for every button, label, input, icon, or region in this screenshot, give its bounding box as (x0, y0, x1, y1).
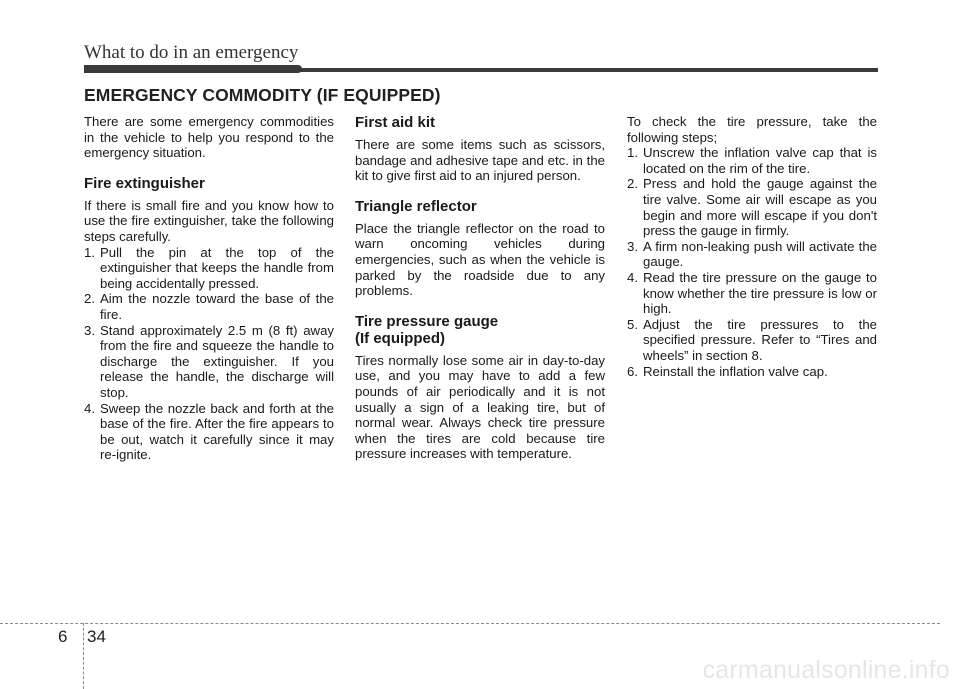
column-left (84, 114, 334, 463)
intro-paragraph: There are some emergency commodities in the vehicle to help you respond to the emergency situation. (84, 114, 334, 161)
triangle-reflector-text: Place the triangle reflector on the road to warn oncoming vehicles during emergencies, such as when the vehicle is parked by the roadside due to any problems. (355, 220, 605, 299)
list-item: 4. Sweep the nozzle back and forth at the base of the fire. After the fire appears to be out, watch it carefully since it may re-ignite. (84, 400, 334, 463)
tire-check-intro: To check the tire pressure, take the following steps; (627, 114, 877, 145)
fire-extinguisher-intro: If there is small fire and you know how to use the fire extinguisher, take the following steps carefully. (84, 197, 334, 244)
list-item: 2. Press and hold the gauge against the tire valve. Some air will escape as you begin and more will escape if you don't press the gauge in firmly. (627, 176, 877, 239)
tire-pressure-gauge-heading: Tire pressure gauge (If equipped) (355, 312, 499, 347)
tire-check-steps (627, 145, 877, 379)
watermark: carmanualsonline.info (702, 656, 950, 684)
fire-extinguisher-steps (84, 245, 334, 463)
list-item: 3. Stand approximately 2.5 m (8 ft) away from the fire and squeeze the handle to discharge the extinguisher. If you release the handle, the discharge will stop. (84, 322, 334, 400)
list-item: 2. Aim the nozzle toward the base of the fire. (84, 291, 334, 322)
first-aid-kit-text: There are some items such as scissors, bandage and adhesive tape and etc. in the kit to give first aid to an injured person. (355, 137, 605, 184)
first-aid-kit-heading: First aid kit (355, 114, 436, 131)
list-item: 1. Unscrew the inflation valve cap that is located on the rim of the tire. (627, 145, 877, 176)
list-item: 4. Read the tire pressure on the gauge to know whether the tire pressure is low or high. (627, 269, 877, 317)
header-rule (84, 68, 878, 72)
chapter-number: 6 (58, 627, 68, 646)
triangle-reflector-heading: Triangle reflector (355, 197, 477, 215)
footer-dashed-divider (83, 623, 84, 689)
column-middle (355, 114, 605, 462)
list-item: 3. A firm non-leaking push will activate the gauge. (627, 238, 877, 270)
column-right (627, 114, 877, 379)
footer-dashed-rule (0, 623, 940, 624)
fire-extinguisher-heading: Fire extinguisher (84, 174, 205, 192)
tire-pressure-gauge-text: Tires normally lose some air in day-to-day use, and you may have to add a few pounds of air periodically and it is not usually a sign of a leaking tire, but of normal wear. Always check tire pressure when the tires are cold because tire pressure increases with temperature. (355, 352, 605, 462)
running-header-title: What to do in an emergency (84, 42, 299, 63)
list-item: 5. Adjust the tire pressures to the specified pressure. Refer to “Tires and wheels” in section 8. (627, 316, 877, 363)
page-number: 34 (87, 627, 106, 646)
section-heading: EMERGENCY COMMODITY (IF EQUIPPED) (84, 85, 441, 105)
list-item: 1. Pull the pin at the top of the extinguisher that keeps the handle from being accidentally pressed. (84, 244, 334, 291)
list-item: 6. Reinstall the inflation valve cap. (627, 363, 828, 379)
